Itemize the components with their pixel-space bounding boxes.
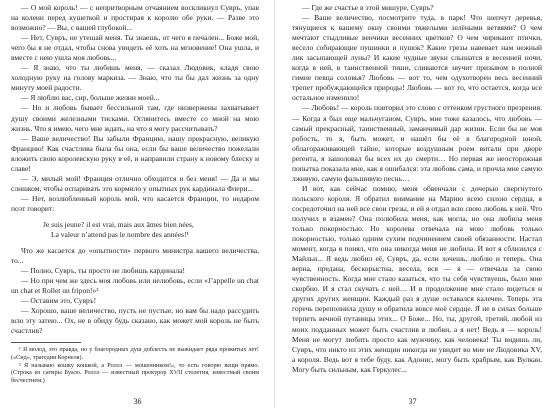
paragraph: — Ваше величество! Вы забыли Францию, нашу прекрасную, великую Францию! Как счастлива была бы она, если бы ваше величество пожелали вложить свою королевскую руку в её, и направили страну к новому блеску и славе! <box>11 133 259 173</box>
page-number: 36 <box>133 397 142 406</box>
paragraph: — Нет, Сувръ, не утешай меня. Ты знаешь, от чего я печален... Боже мой, чего бы я не отдал, чтобы снова увидеть её хоть на мгновение! Она ушла, и вместе с нею ушла моя любовь... <box>11 33 259 63</box>
paragraph: — Э, милый мой! Франция отлично обходится и без меня! — Да и мы слишком, чтобы оспаривать это кормило у опытных рук кардинала Флери... <box>11 173 259 193</box>
paragraph: — Но при чем же здесь моя любовь или нелюбовь, если «J’appelle un chat un chat et Rollet un fripon!»² <box>11 276 259 296</box>
footnote-divider <box>11 342 81 343</box>
paragraph: — Я люблю вас, сир, больше жизни моей... <box>21 93 160 103</box>
paragraph: — Любовь! — король повторил это слово с оттенком грустного презрения. — Когда я был еще мальчуганом, Сувръ, мне тоже казалось, что любовь — самый прекрасный, таинственный, заманчивый дар жизни. Если бы не моя робость, то я, быть может, и нашёл бы её в благородной юной, облагораживающей тайне, которые воздушным роем витали при дворе регента, я зашоловал бы всех их до смерти… Но первая же неосторожная попытка показала мне, как я ошибался: эта любовь сама, и прочла мне самую лживую, самую фальшивую песнь… <box>292 103 542 183</box>
footnote: ¹ Я молод, это правда, но у благородных душ доблесть не выжидает ряда прожитых лет! («Сид», трагедия Корнеля). <box>11 346 259 361</box>
paragraph: И вот, как сейчас помню, меня обвенчали с дочерью свергнутого польского короля. Я обратил внимание на Марию всею силою сердца, я сосредоточил на ней все свои грезы, и ей я отдал всю свою любовь к ней. Что получил я взамен? Она полюбила меня, как могла, но она любила меня только покорностью. Но королева отвечала на мою любовь только покорностью, только одним сухим подчинением своей обязанности. Настал момент, когда я понял, что она никогда меня не любила. И вот я сблизился с Майльи... Я ведь любил её, Сувръ, да, если хочешь, люблю и теперь. Она верна, предана, бескорыстна, весела, вся — я — отвечала за свою чувственность. Когда мне стало казаться, что ты себя чувствуешь, было мне скорбно. И я стал скучать с ней… И в продолжение мне стало видеться и других других женщин. Каждый раз я душе оставался калечен. Теперь эта горечь переполнила душу и обратила вовсе моё сердце. Я не в силах больше терпеть вечной путаницы этих... О Боже... Но, ты, другой, третий, любой из моих подданных может быть счастлив в любви, а я нет! Ведь я — король! Меня не могут любить просто как мужчину, как человека! Ты видишь ли, Сувръ, что никто из этих женщин никогда не увидит во мне не Людовика XV, а короля. Ведь вот я тебе буду, как Адонис, могу быть храбрым, как Вулкан. Могу быть сильным, как Геркулес... <box>292 183 542 374</box>
verse-quote <box>43 220 259 240</box>
paragraph: — Где же счастье в этой мишуре, Сувръ? <box>302 3 434 12</box>
verse-line: La valeur n’attend pas le nombre des années!¹ <box>51 229 189 239</box>
footnote: ² Я называю кошку кошкой, а Роллэ — мошенником!», то есть говорю вещи прямо. (Строка из сатиры Буало. Роллэ — известный прокурор XVII столетия, известный своим бесчестием.) <box>11 361 259 384</box>
verse-line: Je suis jeune? il est vrai, mais aux âmes bien nées, <box>43 219 194 229</box>
paragraph: — Нет, возлюбленный король мой, что касается Франции, то недаром поэт говорит: <box>11 193 259 213</box>
paragraph: Что же касается до «опытности» первого министра вашего величества, то... <box>11 245 259 266</box>
paragraph: — Ваше величество, посмотрите туда, в парк! Что шепчут деревья, тянущиеся к вашему окну своими тяжелыми зелёными ветвями? О чем мечтают стыдливые венчики весенних цветков? О чем чирикают птички, весело собирающие пушинки и пушок? Какие грезы навевает нам нежный лик засыпающей луны? И какие чудные звуки слышатся в весенней ночи, когда в ней, в таинственной тиши, сливаются звучит призывом в полной гимне певца соловья? Любовь — вот то, чем одухотворен весь весенний трепет пробуждающейся природы! Любовь — вот то, что остается, когда все остальное изменило! <box>292 13 542 103</box>
paragraph: — Полно, Сувръ, ты просто не любишь кардинала! <box>21 266 185 276</box>
paragraph: — Я знаю, что ты любишь меня, — сказал Людовик, кладя свою холодную руку на голову маркиза. — Знаю, что ты бы дал жизнь за одну минуту моей радости. <box>11 63 259 93</box>
left-page-text <box>11 3 259 336</box>
footnotes <box>11 346 259 384</box>
right-page-text <box>292 3 542 375</box>
paragraph: — Но и любовь бывает бессильной там, где низвержены захватывает душу своими железными тисками. Оглянитесь вместе со мной на мою жизнь. Что я имею, чего мне ждать, на что я могу рассчитывать? <box>11 103 259 133</box>
paragraph: — О мой король! — с непритворным отчаянием воскликнул Сувръ, упав на колени перед кушеткой и простирая к королю обе руки. — Разве это возможно? — Вы, с вашей глубокой... <box>11 3 259 33</box>
paragraph: — Оставим это, Сувръ! <box>21 296 97 306</box>
page-number: 37 <box>408 397 417 406</box>
paragraph: — Хорошо, ваше величество, пусть не пустые, но вам бы надо рассудить всю эту затею... Ох, не в обиду будь сказано, как может мой король не быть счастлив? <box>11 306 259 336</box>
right-page <box>275 0 550 408</box>
